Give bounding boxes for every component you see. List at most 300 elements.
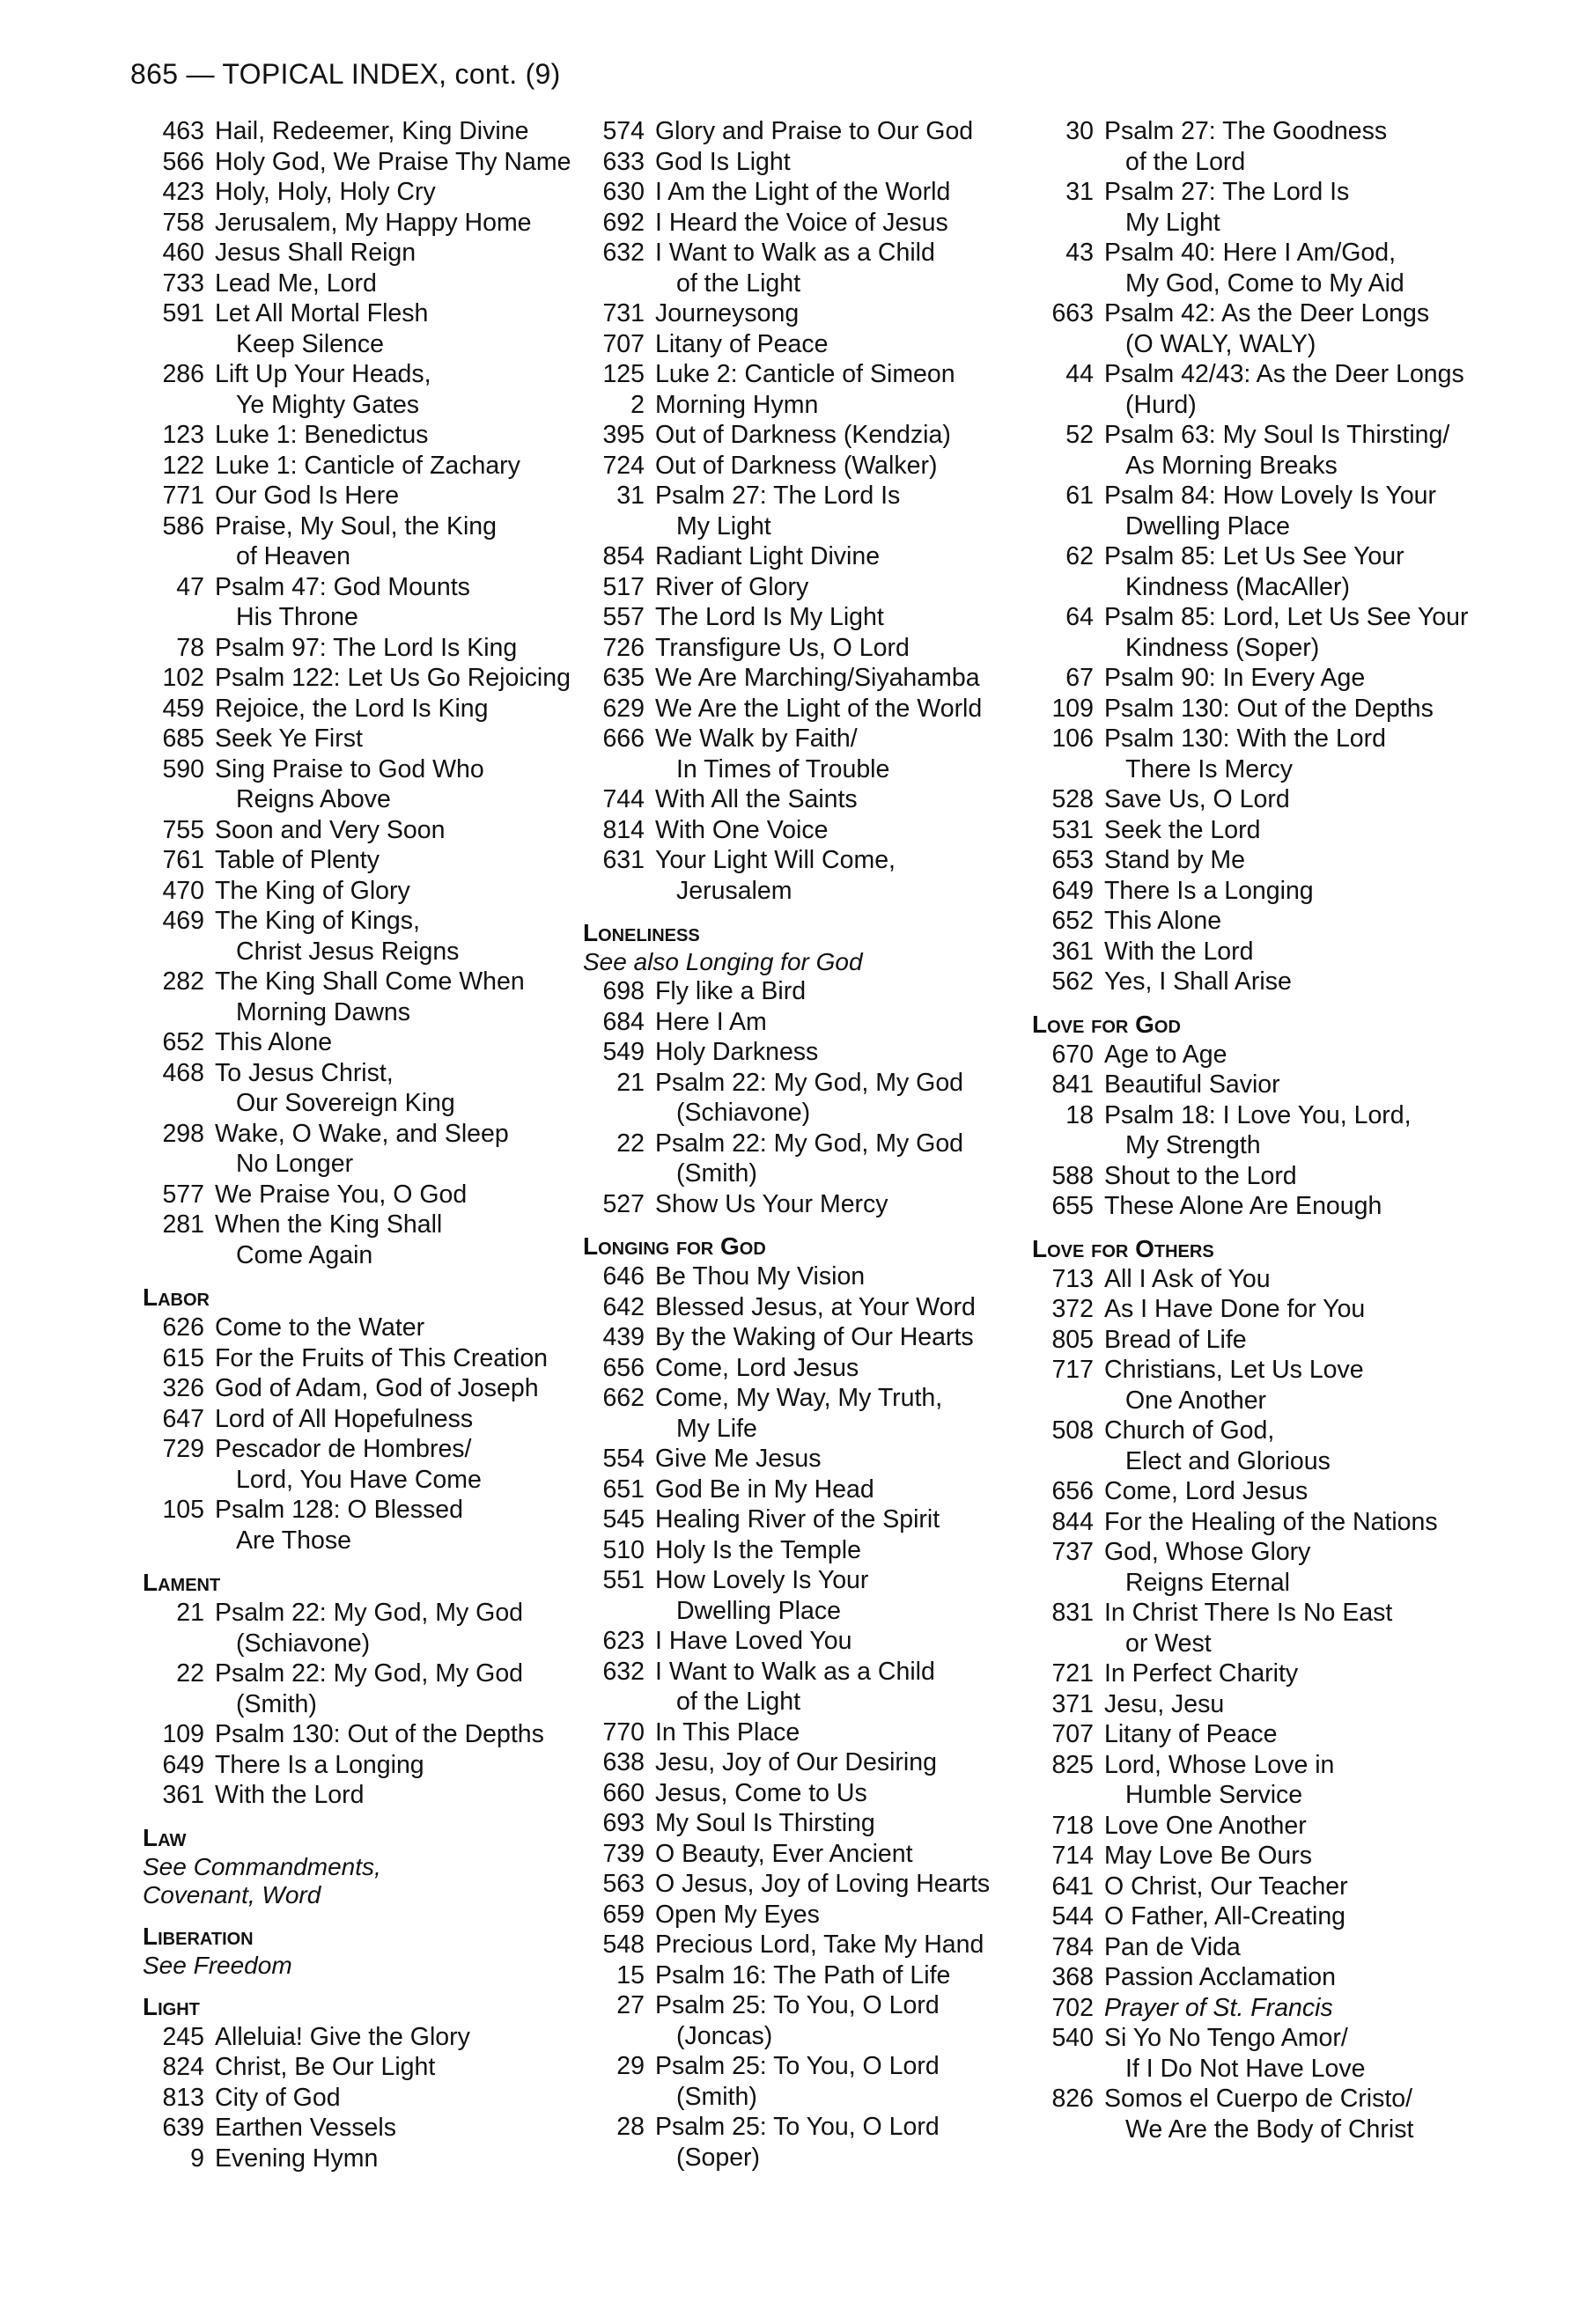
- hymn-title: [1104, 1841, 1488, 1872]
- hymn-number: 755: [162, 815, 204, 844]
- index-entry: [1030, 1100, 1488, 1161]
- hymn-number: 826: [1051, 2085, 1094, 2113]
- topic-heading: Liberation: [143, 1922, 254, 1950]
- hymn-title-continuation: My Light: [1125, 208, 1220, 237]
- index-column-2: [581, 116, 1021, 2173]
- index-entry: [141, 1343, 581, 1374]
- hymn-title: [655, 815, 1021, 846]
- index-entry: [581, 1353, 1021, 1384]
- index-entry: [141, 815, 581, 846]
- see-reference: See also Longing for God: [583, 948, 863, 975]
- hymn-title: [215, 1598, 581, 1658]
- hymn-title-line: Psalm 18: I Love You, Lord,: [1104, 1100, 1412, 1129]
- hymn-title: [1104, 724, 1488, 784]
- hymn-title-line: For the Fruits of This Creation: [215, 1343, 549, 1372]
- index-entry: [141, 663, 581, 694]
- index-entry: [581, 694, 1021, 724]
- hymn-title: [655, 633, 1021, 664]
- hymn-number: 647: [162, 1404, 204, 1433]
- hymn-title-line: Psalm 84: How Lovely Is Your: [1104, 482, 1437, 510]
- hymn-title-line: There Is a Longing: [215, 1750, 424, 1779]
- index-entry: [141, 1373, 581, 1404]
- index-entry: [141, 1180, 581, 1210]
- hymn-number: 813: [162, 2083, 204, 2112]
- index-entry: [141, 2113, 581, 2144]
- hymn-title: [655, 1189, 1021, 1220]
- hymn-title: [655, 238, 1021, 298]
- hymn-number: 713: [1051, 1264, 1094, 1293]
- hymn-number: 28: [616, 2113, 645, 2141]
- hymn-title: [215, 511, 581, 572]
- index-entry: [1030, 876, 1488, 907]
- hymn-title: [215, 663, 581, 694]
- index-entry: [581, 2051, 1021, 2112]
- hymn-title: [215, 1434, 581, 1495]
- index-entry: [581, 724, 1021, 784]
- hymn-number: 761: [162, 846, 204, 874]
- hymn-number: 586: [162, 511, 204, 541]
- hymn-title-continuation: No Longer: [236, 1150, 354, 1178]
- index-entry: [141, 845, 581, 876]
- hymn-number: 109: [162, 1720, 204, 1748]
- index-entry: [581, 481, 1021, 541]
- hymn-number: 633: [602, 147, 645, 176]
- hymn-title-line: Lift Up Your Heads,: [215, 360, 431, 388]
- hymn-title-line: I Am the Light of the World: [655, 178, 951, 206]
- hymn-title-line: O Father, All-Creating: [1104, 1902, 1346, 1931]
- index-entry: [581, 1189, 1021, 1220]
- hymn-number: 548: [602, 1931, 645, 1959]
- hymn-title-line: Earthen Vessels: [215, 2114, 396, 2142]
- hymn-title-line: Your Light Will Come,: [655, 846, 896, 874]
- index-entry: [581, 572, 1021, 603]
- hymn-title-line: Jerusalem, My Happy Home: [215, 208, 532, 237]
- hymn-title: [655, 420, 1021, 451]
- hymn-number: 588: [1051, 1161, 1094, 1190]
- index-entry: [141, 1495, 581, 1555]
- hymn-title: [655, 1626, 1021, 1657]
- hymn-title: [1104, 1993, 1488, 2024]
- hymn-title-continuation: (Schiavone): [676, 1099, 811, 1127]
- index-entry: [141, 1598, 581, 1658]
- hymn-title-line: Psalm 63: My Soul Is Thirsting/: [1104, 421, 1450, 449]
- hymn-title: [1104, 2084, 1488, 2144]
- hymn-number: 714: [1051, 1842, 1094, 1870]
- hymn-number: 61: [1065, 482, 1094, 510]
- hymn-title: [215, 238, 581, 268]
- hymn-title: [215, 481, 581, 511]
- hymn-title-line: Save Us, O Lord: [1104, 785, 1290, 813]
- hymn-title: [215, 1404, 581, 1435]
- hymn-number: 510: [602, 1535, 645, 1564]
- hymn-title-continuation: Reigns Above: [236, 785, 391, 813]
- hymn-title-line: Psalm 85: Lord, Let Us See Your: [1104, 603, 1469, 631]
- hymn-number: 641: [1051, 1872, 1094, 1901]
- index-entry: [1030, 1355, 1488, 1416]
- hymn-title-continuation: Humble Service: [1125, 1781, 1303, 1809]
- index-entry: [1030, 1416, 1488, 1476]
- hymn-number: 122: [162, 451, 204, 480]
- index-entry: [581, 208, 1021, 239]
- hymn-title-line: Seek Ye First: [215, 724, 363, 753]
- hymn-title: [655, 1475, 1021, 1505]
- hymn-number: 662: [602, 1384, 645, 1412]
- index-entry: [581, 633, 1021, 664]
- hymn-number: 825: [1051, 1750, 1094, 1779]
- hymn-title-line: Psalm 25: To You, O Lord: [655, 2052, 940, 2080]
- hymn-number: 574: [602, 117, 645, 145]
- hymn-title: [215, 1343, 581, 1374]
- hymn-title: [655, 1839, 1021, 1870]
- index-entry: [1030, 1658, 1488, 1689]
- hymn-number: 649: [162, 1750, 204, 1779]
- index-entry: [581, 1869, 1021, 1900]
- index-entry: [141, 147, 581, 178]
- hymn-title-line: For the Healing of the Nations: [1104, 1507, 1438, 1536]
- hymn-title: [1104, 815, 1488, 846]
- index-entry: [141, 1313, 581, 1343]
- hymn-number: 105: [162, 1496, 204, 1524]
- hymn-title-line: With One Voice: [655, 815, 829, 844]
- hymn-title-line: Pescador de Hombres/: [215, 1435, 472, 1463]
- hymn-title: [655, 359, 1021, 390]
- hymn-title: [215, 1495, 581, 1555]
- hymn-title-line: Luke 2: Canticle of Simeon: [655, 360, 955, 388]
- hymn-title-line: By the Waking of Our Hearts: [655, 1323, 974, 1351]
- hymn-title-line: Love One Another: [1104, 1811, 1307, 1840]
- hymn-number: 22: [616, 1129, 645, 1158]
- hymn-title: [1104, 1962, 1488, 1993]
- hymn-title: [655, 1747, 1021, 1778]
- see-reference: See Commandments,: [143, 1852, 381, 1880]
- hymn-title-continuation: My Light: [676, 511, 771, 541]
- hymn-title-line: I Heard the Voice of Jesus: [655, 208, 948, 237]
- hymn-title: [1104, 1719, 1488, 1750]
- hymn-title-line: Psalm 42: As the Deer Longs: [1104, 299, 1430, 327]
- hymn-number: 22: [176, 1659, 204, 1688]
- hymn-title-continuation: My Strength: [1125, 1131, 1261, 1159]
- hymn-number: 854: [602, 542, 645, 570]
- hymn-number: 726: [602, 633, 645, 662]
- hymn-title: [1104, 1598, 1488, 1658]
- hymn-title-continuation: Morning Dawns: [236, 997, 410, 1026]
- hymn-title: [655, 1353, 1021, 1384]
- hymn-title-line: Fly like a Bird: [655, 977, 807, 1005]
- hymn-title-line: Lead Me, Lord: [215, 268, 377, 298]
- index-entry: [581, 663, 1021, 694]
- hymn-title-line: I Want to Walk as a Child: [655, 239, 935, 267]
- hymn-title-line: Table of Plenty: [215, 846, 380, 874]
- index-entry: [1030, 937, 1488, 967]
- hymn-title-line: I Have Loved You: [655, 1627, 852, 1655]
- hymn-title: [215, 876, 581, 907]
- hymn-title: [655, 1292, 1021, 1323]
- hymn-number: 463: [162, 117, 204, 145]
- hymn-title: [655, 694, 1021, 724]
- hymn-number: 824: [162, 2053, 204, 2081]
- index-entry: [581, 815, 1021, 846]
- hymn-number: 841: [1051, 1070, 1094, 1099]
- index-entry: [581, 1383, 1021, 1444]
- hymn-number: 372: [1051, 1295, 1094, 1323]
- hymn-title: [215, 724, 581, 754]
- hymn-title: [655, 116, 1021, 147]
- hymn-number: 286: [162, 360, 204, 388]
- hymn-number: 554: [602, 1445, 645, 1473]
- index-column-1: [141, 116, 581, 2173]
- hymn-title: [1104, 1932, 1488, 1963]
- hymn-title: [1104, 2023, 1488, 2084]
- hymn-title-line: Rejoice, the Lord Is King: [215, 694, 489, 723]
- hymn-title: [1104, 602, 1488, 663]
- hymn-number: 18: [1065, 1100, 1094, 1129]
- hymn-title: [655, 1565, 1021, 1626]
- hymn-title: [1104, 1100, 1488, 1161]
- hymn-number: 814: [602, 815, 645, 844]
- index-entry: [1030, 177, 1488, 238]
- topic-heading: Longing for God: [583, 1232, 766, 1260]
- hymn-number: 670: [1051, 1040, 1094, 1069]
- index-entry: [141, 420, 581, 451]
- hymn-title: [1104, 177, 1488, 238]
- hymn-number: 21: [176, 1599, 204, 1627]
- index-entry: [1030, 845, 1488, 876]
- hymn-title-line: Lord, Whose Love in: [1104, 1750, 1335, 1779]
- hymn-title-line: With All the Saints: [655, 785, 858, 813]
- hymn-title: [655, 1930, 1021, 1960]
- hymn-number: 707: [602, 329, 645, 358]
- index-entry: [581, 1960, 1021, 1991]
- hymn-title: [655, 2051, 1021, 2112]
- hymn-title-line: Psalm 25: To You, O Lord: [655, 2113, 940, 2141]
- index-entry: [141, 967, 581, 1027]
- hymn-title: [215, 1719, 581, 1750]
- hymn-title: [655, 177, 1021, 208]
- index-entry: [581, 845, 1021, 906]
- index-entry: [1030, 116, 1488, 177]
- index-entry: [141, 1780, 581, 1811]
- hymn-title-line: Si Yo No Tengo Amor/: [1104, 2024, 1348, 2052]
- hymn-title-line: Christians, Let Us Love: [1104, 1356, 1364, 1384]
- hymn-title: [215, 845, 581, 876]
- hymn-title: [655, 845, 1021, 906]
- hymn-title: [655, 1990, 1021, 2051]
- hymn-title: [1104, 1689, 1488, 1720]
- index-entry: [581, 1839, 1021, 1870]
- index-entry: [141, 511, 581, 572]
- index-entry: [141, 876, 581, 907]
- hymn-title-line: Psalm 130: Out of the Depths: [215, 1720, 544, 1748]
- hymn-title-line: Psalm 97: The Lord Is King: [215, 633, 518, 662]
- index-entry: [581, 1626, 1021, 1657]
- hymn-title-line: Come, My Way, My Truth,: [655, 1384, 943, 1412]
- hymn-number: 615: [162, 1343, 204, 1372]
- index-entry: [581, 541, 1021, 572]
- hymn-number: 125: [602, 360, 645, 388]
- hymn-title: [655, 1129, 1021, 1189]
- hymn-number: 631: [602, 846, 645, 874]
- hymn-title-line: Open My Eyes: [655, 1900, 820, 1929]
- hymn-title-line: Psalm 85: Let Us See Your: [1104, 542, 1404, 570]
- hymn-title-line: Psalm 22: My God, My God: [655, 1129, 964, 1158]
- hymn-number: 590: [162, 754, 204, 783]
- hymn-number: 527: [602, 1189, 645, 1218]
- hymn-title: [215, 694, 581, 724]
- index-entry: [1030, 420, 1488, 481]
- hymn-title: [215, 1210, 581, 1270]
- hymn-number: 508: [1051, 1416, 1094, 1445]
- index-entry: [141, 451, 581, 482]
- index-entry: [1030, 2023, 1488, 2084]
- hymn-title: [1104, 784, 1488, 815]
- index-entry: [141, 238, 581, 268]
- hymn-title-line: Psalm 130: With the Lord: [1104, 724, 1386, 753]
- hymn-number: 660: [602, 1778, 645, 1807]
- hymn-number: 652: [162, 1028, 204, 1056]
- hymn-number: 29: [616, 2052, 645, 2080]
- topic-heading: Lament: [143, 1569, 221, 1596]
- hymn-title: [215, 1119, 581, 1180]
- hymn-title: [1104, 420, 1488, 481]
- hymn-title: [215, 2113, 581, 2144]
- hymn-title: [655, 1717, 1021, 1748]
- hymn-title-continuation: One Another: [1125, 1386, 1267, 1415]
- index-entry: [581, 238, 1021, 298]
- hymn-title-line: Glory and Praise to Our God: [655, 117, 974, 145]
- hymn-title: [655, 329, 1021, 360]
- hymn-title-line: Radiant Light Divine: [655, 542, 881, 570]
- hymn-title: [215, 208, 581, 239]
- hymn-title: [1104, 694, 1488, 724]
- hymn-title-line: Litany of Peace: [1104, 1720, 1278, 1748]
- index-entry: [141, 1119, 581, 1180]
- index-entry: [581, 1037, 1021, 1068]
- index-entry: [1030, 1872, 1488, 1902]
- hymn-number: 469: [162, 907, 204, 935]
- hymn-title-line: Psalm 130: Out of the Depths: [1104, 694, 1434, 723]
- index-entry: [581, 1808, 1021, 1839]
- hymn-title-continuation: Come Again: [236, 1240, 373, 1269]
- index-entry: [1030, 1962, 1488, 1993]
- hymn-title-line: Jesus, Come to Us: [655, 1778, 867, 1807]
- hymn-title: [215, 815, 581, 846]
- hymn-number: 15: [616, 1960, 645, 1989]
- hymn-title: [1104, 1191, 1488, 1222]
- hymn-number: 771: [162, 482, 204, 510]
- hymn-title: [215, 359, 581, 420]
- index-entry: [581, 298, 1021, 329]
- hymn-title: [1104, 1811, 1488, 1842]
- hymn-title-line: Lord of All Hopefulness: [215, 1404, 474, 1433]
- hymn-number: 282: [162, 967, 204, 996]
- hymn-title: [215, 906, 581, 967]
- hymn-title: [1104, 1070, 1488, 1100]
- hymn-title-line: Sing Praise to God Who: [215, 754, 484, 783]
- hymn-number: 531: [1051, 815, 1094, 844]
- hymn-number: 729: [162, 1435, 204, 1463]
- hymn-title-continuation: Our Sovereign King: [236, 1089, 455, 1117]
- index-entry: [581, 2112, 1021, 2173]
- hymn-number: 9: [190, 2144, 204, 2173]
- hymn-number: 423: [162, 178, 204, 206]
- hymn-number: 655: [1051, 1192, 1094, 1220]
- hymn-title-continuation: Kindness (MacAller): [1125, 572, 1350, 601]
- index-entry: [141, 754, 581, 815]
- hymn-title-line: O Christ, Our Teacher: [1104, 1872, 1348, 1901]
- hymn-title-line: How Lovely Is Your: [655, 1566, 869, 1594]
- hymn-title-continuation: (Smith): [676, 2082, 757, 2111]
- hymn-number: 692: [602, 208, 645, 237]
- hymn-title-line: May Love Be Ours: [1104, 1842, 1313, 1870]
- index-entry: [581, 359, 1021, 390]
- hymn-title-line: Prayer of St. Francis: [1104, 1993, 1333, 2022]
- hymn-title-line: Church of God,: [1104, 1416, 1275, 1445]
- hymn-title-line: In Christ There Is No East: [1104, 1599, 1393, 1627]
- hymn-title-continuation: We Are the Body of Christ: [1125, 2114, 1414, 2144]
- hymn-number: 361: [162, 1781, 204, 1809]
- hymn-title-line: Age to Age: [1104, 1040, 1227, 1069]
- hymn-title-line: Out of Darkness (Walker): [655, 451, 938, 480]
- index-entry: [581, 976, 1021, 1007]
- hymn-title-line: Shout to the Lord: [1104, 1161, 1297, 1190]
- index-entry: [1030, 1070, 1488, 1100]
- hymn-number: 591: [162, 299, 204, 327]
- hymn-number: 44: [1065, 360, 1094, 388]
- topic-heading: Love for Others: [1032, 1234, 1214, 1262]
- hymn-title-continuation: Elect and Glorious: [1125, 1446, 1331, 1475]
- hymn-number: 21: [616, 1068, 645, 1097]
- index-entry: [581, 116, 1021, 147]
- index-entry: [141, 1027, 581, 1058]
- hymn-number: 805: [1051, 1325, 1094, 1354]
- hymn-title-line: We Are the Light of the World: [655, 694, 983, 723]
- hymn-title: [215, 1373, 581, 1404]
- hymn-number: 718: [1051, 1811, 1094, 1840]
- hymn-title: [655, 976, 1021, 1007]
- hymn-title-continuation: Dwelling Place: [676, 1596, 841, 1625]
- hymn-number: 67: [1065, 664, 1094, 692]
- hymn-number: 630: [602, 178, 645, 206]
- hymn-title-line: Psalm 22: My God, My God: [215, 1599, 524, 1627]
- hymn-title-line: Jesu, Jesu: [1104, 1689, 1225, 1718]
- hymn-number: 106: [1051, 724, 1094, 753]
- hymn-title-line: Christ, Be Our Light: [215, 2053, 436, 2081]
- hymn-title-line: God, Whose Glory: [1104, 1538, 1311, 1566]
- hymn-number: 31: [1065, 178, 1094, 206]
- hymn-title: [215, 147, 581, 178]
- hymn-title-line: When the King Shall: [215, 1210, 443, 1239]
- hymn-title-line: Precious Lord, Take My Hand: [655, 1931, 984, 1959]
- hymn-number: 545: [602, 1505, 645, 1533]
- hymn-title: [1104, 1872, 1488, 1902]
- hymn-title-line: The King Shall Come When: [215, 967, 525, 996]
- index-entry: [1030, 238, 1488, 298]
- index-entry: [581, 1129, 1021, 1189]
- hymn-number: 666: [602, 724, 645, 753]
- hymn-title-line: Out of Darkness (Kendzia): [655, 421, 951, 449]
- hymn-title-line: Be Thou My Vision: [655, 1262, 866, 1291]
- hymn-title-line: All I Ask of You: [1104, 1264, 1271, 1293]
- index-entry: [1030, 724, 1488, 784]
- hymn-number: 109: [1051, 694, 1094, 723]
- hymn-title-line: These Alone Are Enough: [1104, 1192, 1382, 1220]
- hymn-number: 623: [602, 1627, 645, 1655]
- hymn-title: [1104, 1476, 1488, 1507]
- hymn-title-continuation: Keep Silence: [236, 329, 384, 358]
- hymn-title: [655, 1808, 1021, 1839]
- index-entry: [1030, 1750, 1488, 1811]
- hymn-title-line: Holy Darkness: [655, 1038, 819, 1066]
